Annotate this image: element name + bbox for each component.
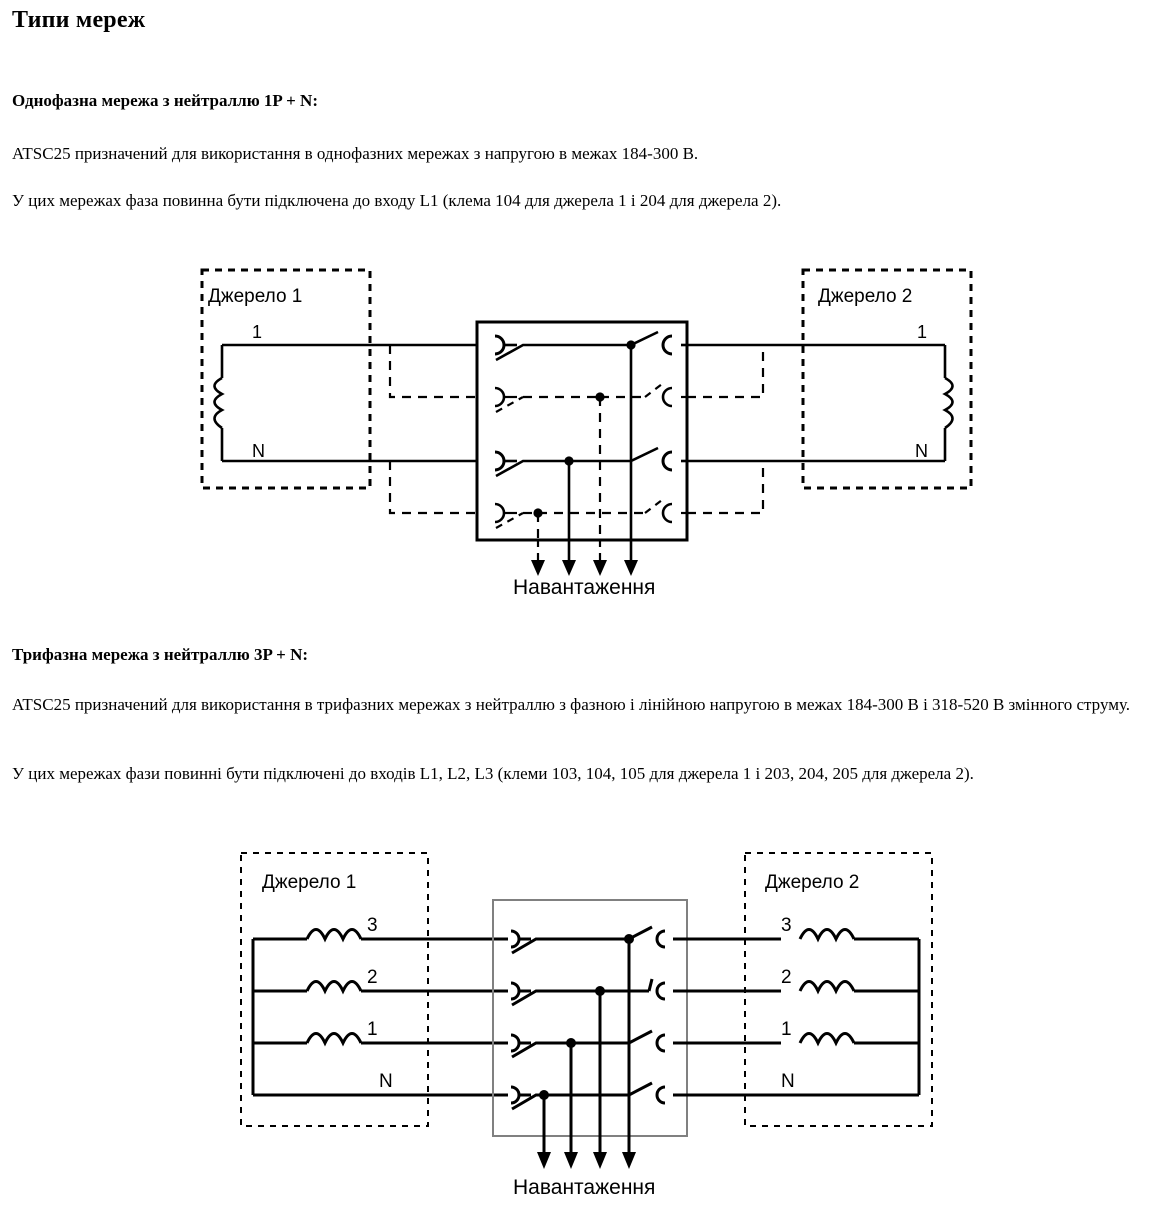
source-2-terminal-1: 1	[781, 1019, 792, 1040]
source-2-tap-l1	[687, 345, 763, 397]
page-title: Типи мереж	[12, 7, 146, 33]
source-2-coil-icon	[945, 378, 953, 428]
source-1-coil-2-icon	[307, 982, 361, 992]
load-arrow-1-head	[537, 1152, 551, 1169]
section-heading-three-phase: Трифазна мережа з нейтраллю 3P + N:	[12, 645, 309, 664]
row-1-right-terminal-icon	[657, 931, 665, 947]
source-2-coil-2-icon	[800, 982, 854, 992]
load-label-three-phase: Навантаження	[513, 1176, 656, 1199]
row-3-blade-right	[631, 448, 658, 461]
row-4-right-terminal-icon	[663, 504, 672, 522]
row-3-blade-right	[629, 1031, 652, 1043]
load-arrows	[531, 540, 638, 576]
source-2-terminal-n: N	[915, 441, 928, 461]
row-3-right-terminal-icon	[663, 452, 672, 470]
row-2-right-terminal-icon	[657, 983, 665, 999]
source-2-coil-1-icon	[800, 1034, 854, 1044]
row-4-right-terminal-icon	[657, 1087, 665, 1103]
switch-row-1[interactable]	[495, 332, 687, 360]
row-2-left-terminal-icon	[511, 983, 519, 999]
row-4-left-terminal-icon	[511, 1087, 519, 1103]
source-1-terminal-1: 1	[367, 1019, 378, 1040]
source-1-tap-l1	[390, 345, 477, 397]
load-label-single-phase: Навантаження	[513, 576, 656, 599]
row-4-left-terminal-icon	[495, 504, 504, 522]
row-2-left-terminal-icon	[495, 388, 504, 406]
section-paragraph-three-phase-1: ATSC25 призначений для використання в трифазних мережах з нейтраллю з фазною і лінійною напругою в межах 184-300 В і 318-520 В змінного струму.	[12, 695, 1131, 714]
switch-row-1[interactable]	[511, 927, 687, 953]
source-1-terminal-n: N	[379, 1071, 393, 1092]
switch-row-4[interactable]	[495, 500, 687, 528]
row-3-blade-left	[496, 461, 631, 476]
source-2-tap-n	[687, 461, 763, 513]
row-1-blade-left	[496, 345, 631, 360]
section-heading-single-phase: Однофазна мережа з нейтраллю 1P + N:	[12, 91, 318, 110]
source-2-terminal-1: 1	[917, 322, 928, 342]
source-1-tap-n	[390, 461, 477, 513]
diagram-single-phase	[0, 250, 1173, 600]
row-3-left-terminal-icon	[511, 1035, 519, 1051]
source-1-coil-3-icon	[307, 930, 361, 940]
section-paragraph-three-phase-2: У цих мережах фази повинні бути підключені до входів L1, L2, L3 (клеми 103, 104, 105 для джерела 1 і 203, 204, 205 для джерела 2).	[12, 764, 974, 783]
source-1-coil-icon	[215, 378, 223, 428]
source-1-terminal-2: 2	[367, 967, 378, 988]
row-1-blade-left	[512, 939, 629, 953]
load-arrow-3-head	[593, 560, 607, 576]
section-paragraph-single-phase-2: У цих мережах фаза повинна бути підключена до входу L1 (клема 104 для джерела 1 і 204 для джерела 2).	[12, 191, 782, 210]
row-2-blade-right	[645, 384, 662, 397]
load-arrow-1-head	[531, 560, 545, 576]
row-2-right-terminal-icon	[663, 388, 672, 406]
source-2-coil-3-icon	[800, 930, 854, 940]
source-2-terminal-3: 3	[781, 915, 792, 936]
source-2-terminal-2: 2	[781, 967, 792, 988]
load-arrow-4-head	[624, 560, 638, 576]
row-4-blade-right	[629, 1083, 652, 1095]
row-2-blade-right	[649, 979, 652, 991]
source-1-terminal-n: N	[252, 441, 265, 461]
source-1-coil-1-icon	[307, 1034, 361, 1044]
diagram-three-phase	[0, 838, 1173, 1206]
source-1-terminal-3: 3	[367, 915, 378, 936]
transfer-switch-enclosure	[477, 322, 687, 540]
source-1-label: Джерело 1	[208, 286, 303, 307]
switch-row-2[interactable]	[495, 384, 687, 412]
switch-row-3[interactable]	[495, 448, 687, 476]
load-arrows	[537, 1152, 636, 1169]
row-3-right-terminal-icon	[657, 1035, 665, 1051]
source-1-terminal-1: 1	[252, 322, 263, 342]
row-1-left-terminal-icon	[511, 931, 519, 947]
row-1-right-terminal-icon	[663, 336, 672, 354]
source-2-label: Джерело 2	[765, 872, 860, 893]
load-arrow-4-head	[622, 1152, 636, 1169]
row-1-blade-right	[631, 332, 658, 345]
source-1-label: Джерело 1	[262, 872, 357, 893]
row-1-blade-right	[629, 927, 652, 939]
row-4-blade-right	[645, 500, 662, 513]
source-2-label: Джерело 2	[818, 286, 913, 307]
load-arrow-2-head	[562, 560, 576, 576]
row-1-left-terminal-icon	[495, 336, 504, 354]
row-3-left-terminal-icon	[495, 452, 504, 470]
load-arrow-2-head	[564, 1152, 578, 1169]
load-arrow-3-head	[593, 1152, 607, 1169]
section-paragraph-single-phase-1: ATSC25 призначений для використання в однофазних мережах з напругою в межах 184-300 В.	[12, 144, 699, 163]
source-2-terminal-n: N	[781, 1071, 795, 1092]
